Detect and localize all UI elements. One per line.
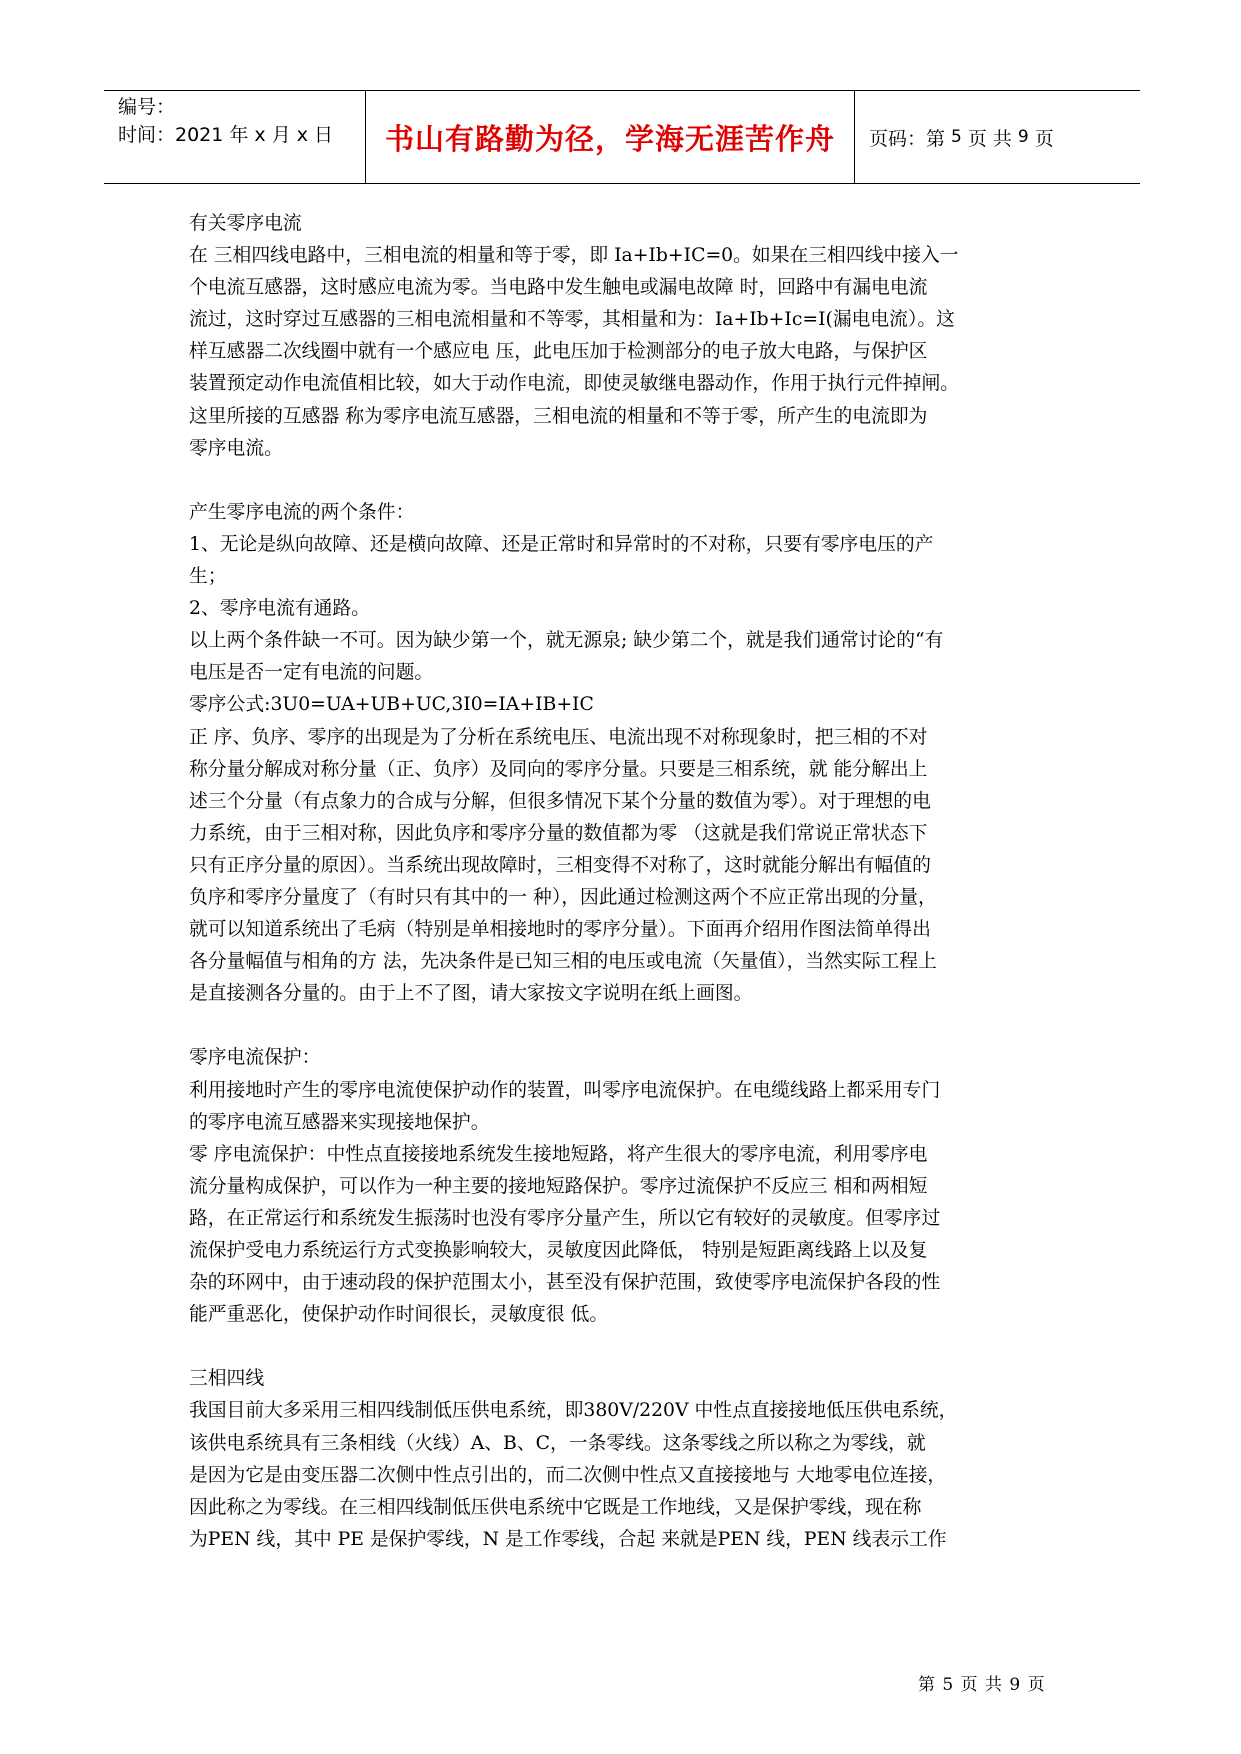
section-title: 产生零序电流的两个条件： xyxy=(189,501,415,523)
document-time: 时间：2021 年 x 月 x 日 xyxy=(118,124,334,146)
paragraph-line: 生； xyxy=(189,566,227,588)
paragraph-line: 在 三相四线电路中，三相电流的相量和等于零，即 Ia+Ib+IC=0。如果在三相四线中接入一 xyxy=(189,245,959,267)
page-footer: 第 5 页 共 9 页 xyxy=(918,1675,1046,1695)
page-prefix: 页码：第 xyxy=(869,127,946,150)
section-spacer xyxy=(189,1331,1066,1363)
document-body xyxy=(189,208,1066,1556)
paragraph-line: 的零序电流互感器来实现接地保护。 xyxy=(189,1111,490,1133)
section-title: 零序电流保护： xyxy=(189,1047,321,1069)
paragraph-line: 因此称之为零线。在三相四线制低压供电系统中它既是工作地线，又是保护零线，现在称 xyxy=(189,1496,922,1518)
page-total: 9 xyxy=(1017,127,1029,147)
paragraph-line: 2、零序电流有通路。 xyxy=(189,598,370,620)
paragraph-line: 个电流互感器，这时感应电流为零。当电路中发生触电或漏电故障 时，回路中有漏电电流 xyxy=(189,277,928,299)
formula-line: 零序公式:3U0=UA+UB+UC,3I0=IA+IB+IC xyxy=(189,694,594,716)
paragraph-line: 只有正序分量的原因）。当系统出现故障时，三相变得不对称了，这时就能分解出有幅值的 xyxy=(189,854,931,876)
paragraph-line: 述三个分量（有点象力的合成与分解，但很多情况下某个分量的数值为零）。对于理想的电 xyxy=(189,790,931,812)
section-title: 有关零序电流 xyxy=(189,213,302,234)
paragraph-line: 就可以知道系统出了毛病（特别是单相接地时的零序分量）。下面再介绍用作图法简单得出 xyxy=(189,919,931,941)
paragraph-line: 该供电系统具有三条相线（火线）A、B、C，一条零线。这条零线之所以称之为零线，就 xyxy=(189,1432,926,1454)
page-current: 5 xyxy=(951,127,962,147)
header-page-info xyxy=(855,91,1140,183)
paragraph-line: 零序电流。 xyxy=(189,437,283,459)
paragraph-line: 装置预定动作电流值相比较，如大于动作电流，即使灵敏继电器动作，作用于执行元件掉闸。 xyxy=(189,373,960,395)
paragraph-line: 是因为它是由变压器二次侧中性点引出的，而二次侧中性点又直接接地与 大地零电位连接， xyxy=(189,1464,947,1486)
paragraph-line: 力系统，由于三相对称，因此负序和零序分量的数值都为零 （这就是我们常说正常状态下 xyxy=(189,822,928,844)
section-spacer xyxy=(189,1010,1066,1042)
section-spacer xyxy=(189,465,1066,497)
paragraph-line: 能严重恶化，使保护动作时间很长，灵敏度很 低。 xyxy=(189,1304,609,1326)
document-number-label: 编号： xyxy=(118,96,176,118)
header-meta xyxy=(104,91,366,183)
paragraph-line: 利用接地时产生的零序电流使保护动作的装置，叫零序电流保护。在电缆线路上都采用专门 xyxy=(189,1079,941,1101)
paragraph-line: 1、无论是纵向故障、还是横向故障、还是正常时和异常时的不对称，只要有零序电压的产 xyxy=(189,533,934,555)
section-title: 三相四线 xyxy=(189,1368,265,1390)
paragraph-line: 称分量分解成对称分量（正、负序）及同向的零序分量。只要是三相系统，就 能分解出上 xyxy=(189,758,928,780)
page-suffix: 页 xyxy=(1034,127,1054,150)
header-motto: 书山有路勤为径，学海无涯苦作舟 xyxy=(366,91,855,183)
page-mid: 页 共 xyxy=(967,127,1012,150)
paragraph-line: 路，在正常运行和系统发生振荡时也没有零序分量产生，所以它有较好的灵敏度。但零序过 xyxy=(189,1207,941,1229)
paragraph-line: 杂的环网中，由于速动段的保护范围太小，甚至没有保护范围，致使零序电流保护各段的性 xyxy=(189,1272,941,1294)
paragraph-line: 是直接测各分量的。由于上不了图，请大家按文字说明在纸上画图。 xyxy=(189,983,753,1005)
paragraph-line: 各分量幅值与相角的方 法，先决条件是已知三相的电压或电流（矢量值），当然实际工程上 xyxy=(189,951,937,973)
paragraph-line: 为PEN 线，其中 PE 是保护零线，N 是工作零线，合起 来就是PEN 线，PEN 线表示工作 xyxy=(189,1528,947,1550)
paragraph-line: 负序和零序分量度了（有时只有其中的一 种），因此通过检测这两个不应正常出现的分量， xyxy=(189,886,937,908)
paragraph-line: 流分量构成保护，可以作为一种主要的接地短路保护。零序过流保护不反应三 相和两相短 xyxy=(189,1175,928,1197)
paragraph-line: 以上两个条件缺一不可。因为缺少第一个，就无源泉; 缺少第二个，就是我们通常讨论的“有 xyxy=(189,630,944,652)
paragraph-line: 零 序电流保护：中性点直接接地系统发生接地短路，将产生很大的零序电流，利用零序电 xyxy=(189,1143,928,1165)
page-header xyxy=(104,90,1140,184)
paragraph-line: 流过，这时穿过互感器的三相电流相量和不等零，其相量和为：Ia+Ib+Ic=I(漏电电流）。这 xyxy=(189,309,955,331)
paragraph-line: 流保护受电力系统运行方式变换影响较大，灵敏度因此降低， 特别是短距离线路上以及复 xyxy=(189,1240,928,1261)
paragraph-line: 正 序、负序、零序的出现是为了分析在系统电压、电流出现不对称现象时，把三相的不对 xyxy=(189,726,928,748)
paragraph-line: 这里所接的互感器 称为零序电流互感器，三相电流的相量和不等于零，所产生的电流即为 xyxy=(189,405,928,427)
paragraph-line: 样互感器二次线圈中就有一个感应电 压，此电压加于检测部分的电子放大电路，与保护区 xyxy=(189,341,928,363)
paragraph-line: 电压是否一定有电流的问题。 xyxy=(189,662,434,684)
paragraph-line: 我国目前大多采用三相四线制低压供电系统，即380V/220V 中性点直接接地低压供电系统， xyxy=(189,1400,958,1422)
